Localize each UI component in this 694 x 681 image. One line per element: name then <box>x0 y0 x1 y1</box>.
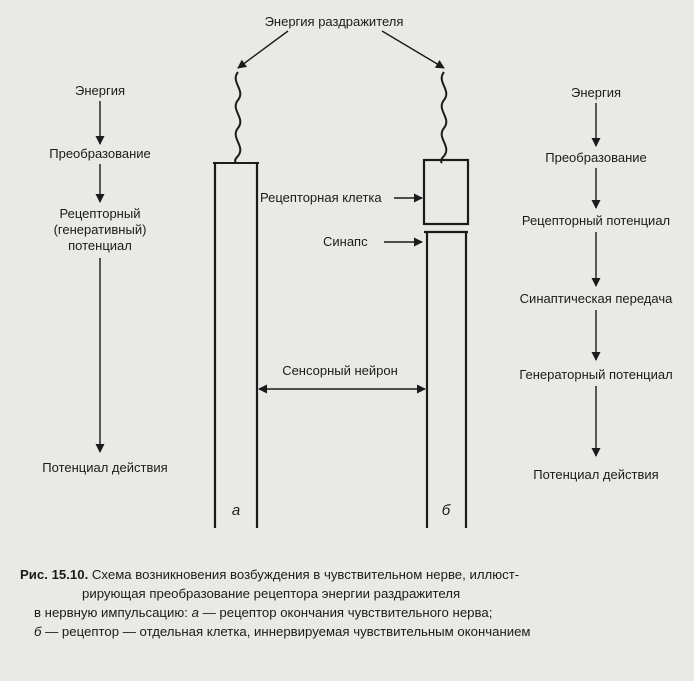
caption-line-2: рирующая преобразование рецептора энергии раздражителя <box>82 586 461 601</box>
receptor-cell-b <box>424 160 468 224</box>
synapse-label: Синапс <box>323 234 368 249</box>
left-receptor-potential-line1: Рецепторный <box>59 206 141 221</box>
right-action-potential-label: Потенциал действия <box>533 467 659 482</box>
caption-line-3: в нервную импульсацию: а — рецептор окончания чувствительного нерва; <box>34 605 493 620</box>
stimulus-arrow-right <box>382 31 444 68</box>
nerve-ending-a <box>213 163 259 528</box>
right-synaptic-transmission-label: Синаптическая передача <box>519 291 673 306</box>
caption-line-4: б — рецептор — отдельная клетка, иннервируемая чувствительным окончанием <box>34 624 531 639</box>
right-energy-label: Энергия <box>570 85 622 100</box>
figure-caption <box>20 565 680 641</box>
stimulus-wave-b <box>441 72 446 163</box>
left-action-potential-label: Потенциал действия <box>42 460 168 475</box>
left-energy-label: Энергия <box>74 83 126 98</box>
left-receptor-potential-line3: потенциал <box>68 238 132 253</box>
caption-line-1: Рис. 15.10. Схема возникновения возбуждения в чувствительном нерве, иллюст- <box>20 567 520 582</box>
right-flow-column <box>519 85 673 482</box>
sensory-neuron-b <box>424 232 468 528</box>
left-receptor-potential-line2: (генеративный) <box>53 222 147 237</box>
label-b: б <box>441 502 451 519</box>
sensory-neuron-label: Сенсорный нейрон <box>282 363 398 378</box>
right-transformation-label: Преобразование <box>545 150 647 165</box>
right-generator-potential-label: Генераторный потенциал <box>519 367 673 382</box>
receptor-cell-label: Рецепторная клетка <box>260 190 382 205</box>
left-transformation-label: Преобразование <box>49 146 151 161</box>
stimulus-energy-label: Энергия раздражителя <box>264 14 404 29</box>
right-receptor-potential-label: Рецепторный потенциал <box>521 213 671 228</box>
stimulus-wave-a <box>235 72 240 163</box>
caption-figure-number: Рис. 15.10. <box>20 567 89 582</box>
left-flow-column <box>42 83 167 475</box>
stimulus-arrow-left <box>238 31 288 68</box>
label-a: а <box>231 502 241 519</box>
